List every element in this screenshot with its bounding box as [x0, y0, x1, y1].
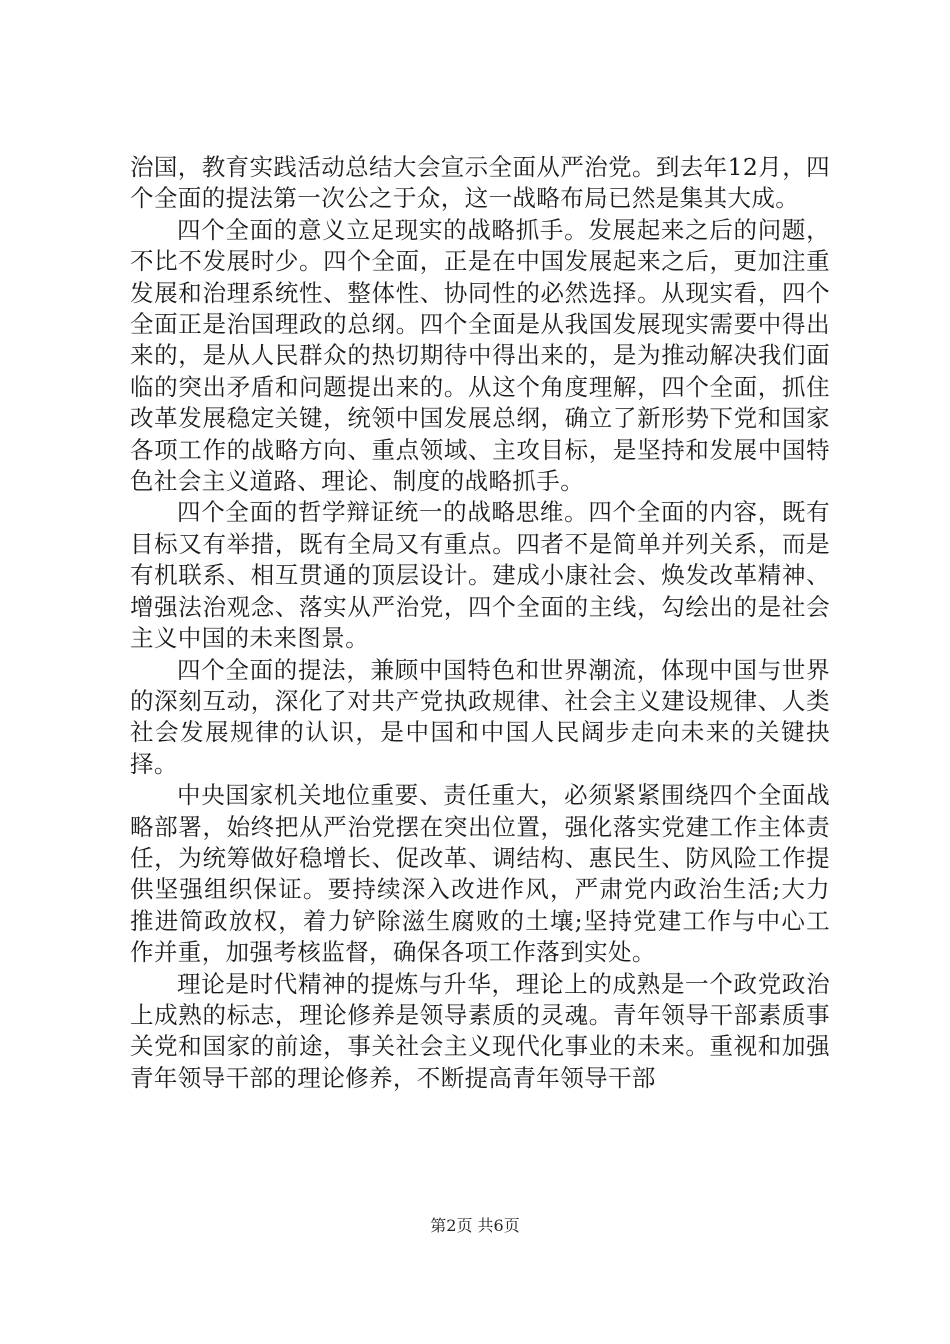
page-number: 第2页 — [430, 1216, 473, 1235]
document-body — [130, 152, 830, 1094]
paragraph-6: 理论是时代精神的提炼与升华，理论上的成熟是一个政党政治上成熟的标志，理论修养是领导素质的灵魂。青年领导干部素质事关党和国家的前途，事关社会主义现代化事业的未来。重视和加强青年领导干部的理论修养，不断提高青年领导干部 — [130, 969, 830, 1092]
paragraph-3: 四个全面的哲学辩证统一的战略思维。四个全面的内容，既有目标又有举措，既有全局又有重点。四者不是简单并列关系，而是有机联系、相互贯通的顶层设计。建成小康社会、焕发改革精神、增强法治观念、落实从严治党，四个全面的主线，勾绘出的是社会主义中国的未来图景。 — [130, 498, 830, 653]
page-total: 共6页 — [477, 1216, 520, 1235]
paragraph-1: 治国，教育实践活动总结大会宣示全面从严治党。到去年12月，四个全面的提法第一次公之于众，这一战略布局已然是集其大成。 — [130, 153, 830, 213]
paragraph-2: 四个全面的意义立足现实的战略抓手。发展起来之后的问题，不比不发展时少。四个全面，正是在中国发展起来之后，更加注重发展和治理系统性、整体性、协同性的必然选择。从现实看，四个全面正是治国理政的总纲。四个全面是从我国发展现实需要中得出来的，是从人民群众的热切期待中得出来的，是为推动解决我们面临的突出矛盾和问题提出来的。从这个角度理解，四个全面，抓住改革发展稳定关键，统领中国发展总纲，确立了新形势下党和国家各项工作的战略方向、重点领域、主攻目标，是坚持和发展中国特色社会主义道路、理论、制度的战略抓手。 — [130, 215, 830, 496]
paragraph-4: 四个全面的提法，兼顾中国特色和世界潮流，体现中国与世界的深刻互动，深化了对共产党执政规律、社会主义建设规律、人类社会发展规律的认识，是中国和中国人民阔步走向未来的关键抉择。 — [130, 655, 830, 778]
paragraph-5: 中央国家机关地位重要、责任重大，必须紧紧围绕四个全面战略部署，始终把从严治党摆在突出位置，强化落实党建工作主体责任，为统筹做好稳增长、促改革、调结构、惠民生、防风险工作提供坚强组织保证。要持续深入改进作风，严肃党内政治生活;大力推进简政放权，着力铲除滋生腐败的土壤;坚持党建工作与中心工作并重，加强考核监督，确保各项工作落到实处。 — [130, 781, 830, 967]
page-footer — [0, 1216, 950, 1236]
